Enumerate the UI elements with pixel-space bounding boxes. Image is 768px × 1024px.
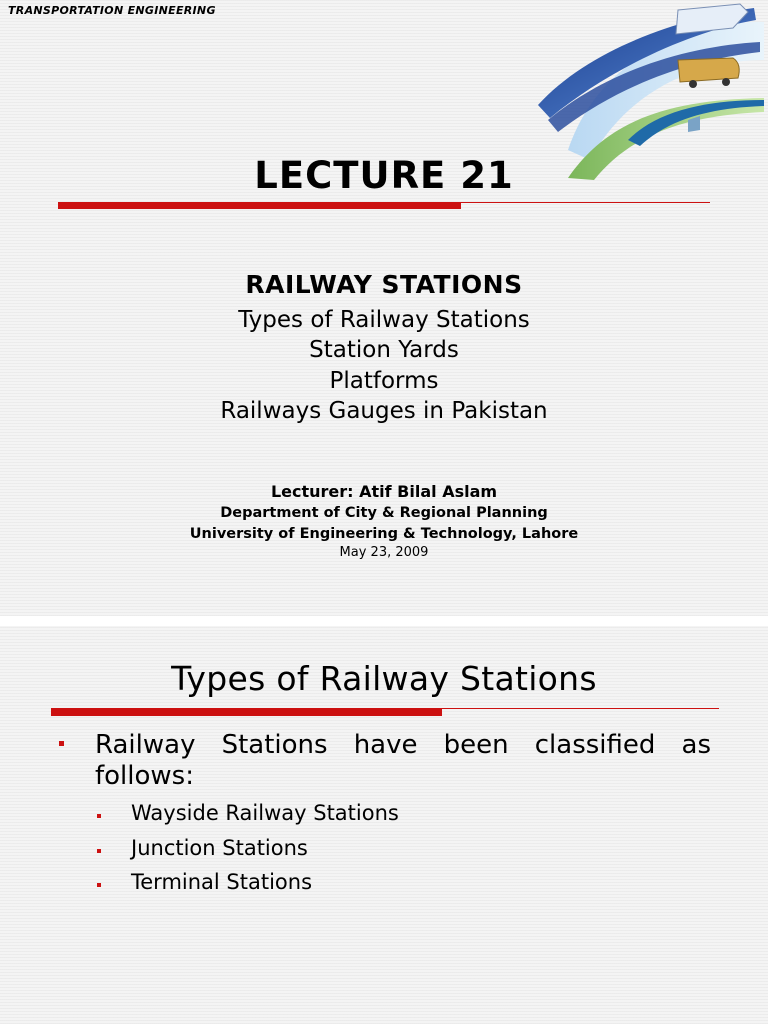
title-underline-rule	[461, 202, 710, 203]
topic-line: Railways Gauges in Pakistan	[220, 398, 548, 424]
lecturer-name: Lecturer: Atif Bilal Aslam	[270, 482, 498, 501]
department-name: Department of City & Regional Planning	[220, 505, 548, 521]
sub-bullet-square-icon	[97, 814, 101, 818]
subject-heading: RAILWAY STATIONS	[245, 270, 523, 299]
main-bullet-text: Railway Stations have been classified as follows:	[95, 730, 711, 791]
slide-title: Types of Railway Stations	[171, 659, 597, 698]
university-name: University of Engineering & Technology, Lahore	[189, 526, 579, 542]
sub-bullet-item: Junction Stations	[131, 836, 308, 860]
train-swoosh-clipart-icon	[528, 0, 768, 180]
course-header-label: TRANSPORTATION ENGINEERING	[8, 4, 216, 17]
slide-title-underline-rule	[442, 708, 719, 709]
sub-bullet-item: Wayside Railway Stations	[131, 801, 399, 825]
content-slide	[0, 616, 768, 1024]
sub-bullet-square-icon	[97, 883, 101, 887]
lecture-title: LECTURE 21	[254, 154, 514, 197]
topic-line: Station Yards	[309, 337, 459, 363]
topic-line: Platforms	[329, 368, 439, 394]
topic-line: Types of Railway Stations	[238, 307, 530, 333]
sub-bullet-square-icon	[97, 849, 101, 853]
sub-bullet-item: Terminal Stations	[131, 870, 313, 894]
slide-title-underline-bar	[51, 708, 442, 716]
lecture-date: May 23, 2009	[339, 545, 429, 560]
bullet-square-icon	[59, 741, 64, 746]
title-underline-bar	[58, 202, 461, 209]
